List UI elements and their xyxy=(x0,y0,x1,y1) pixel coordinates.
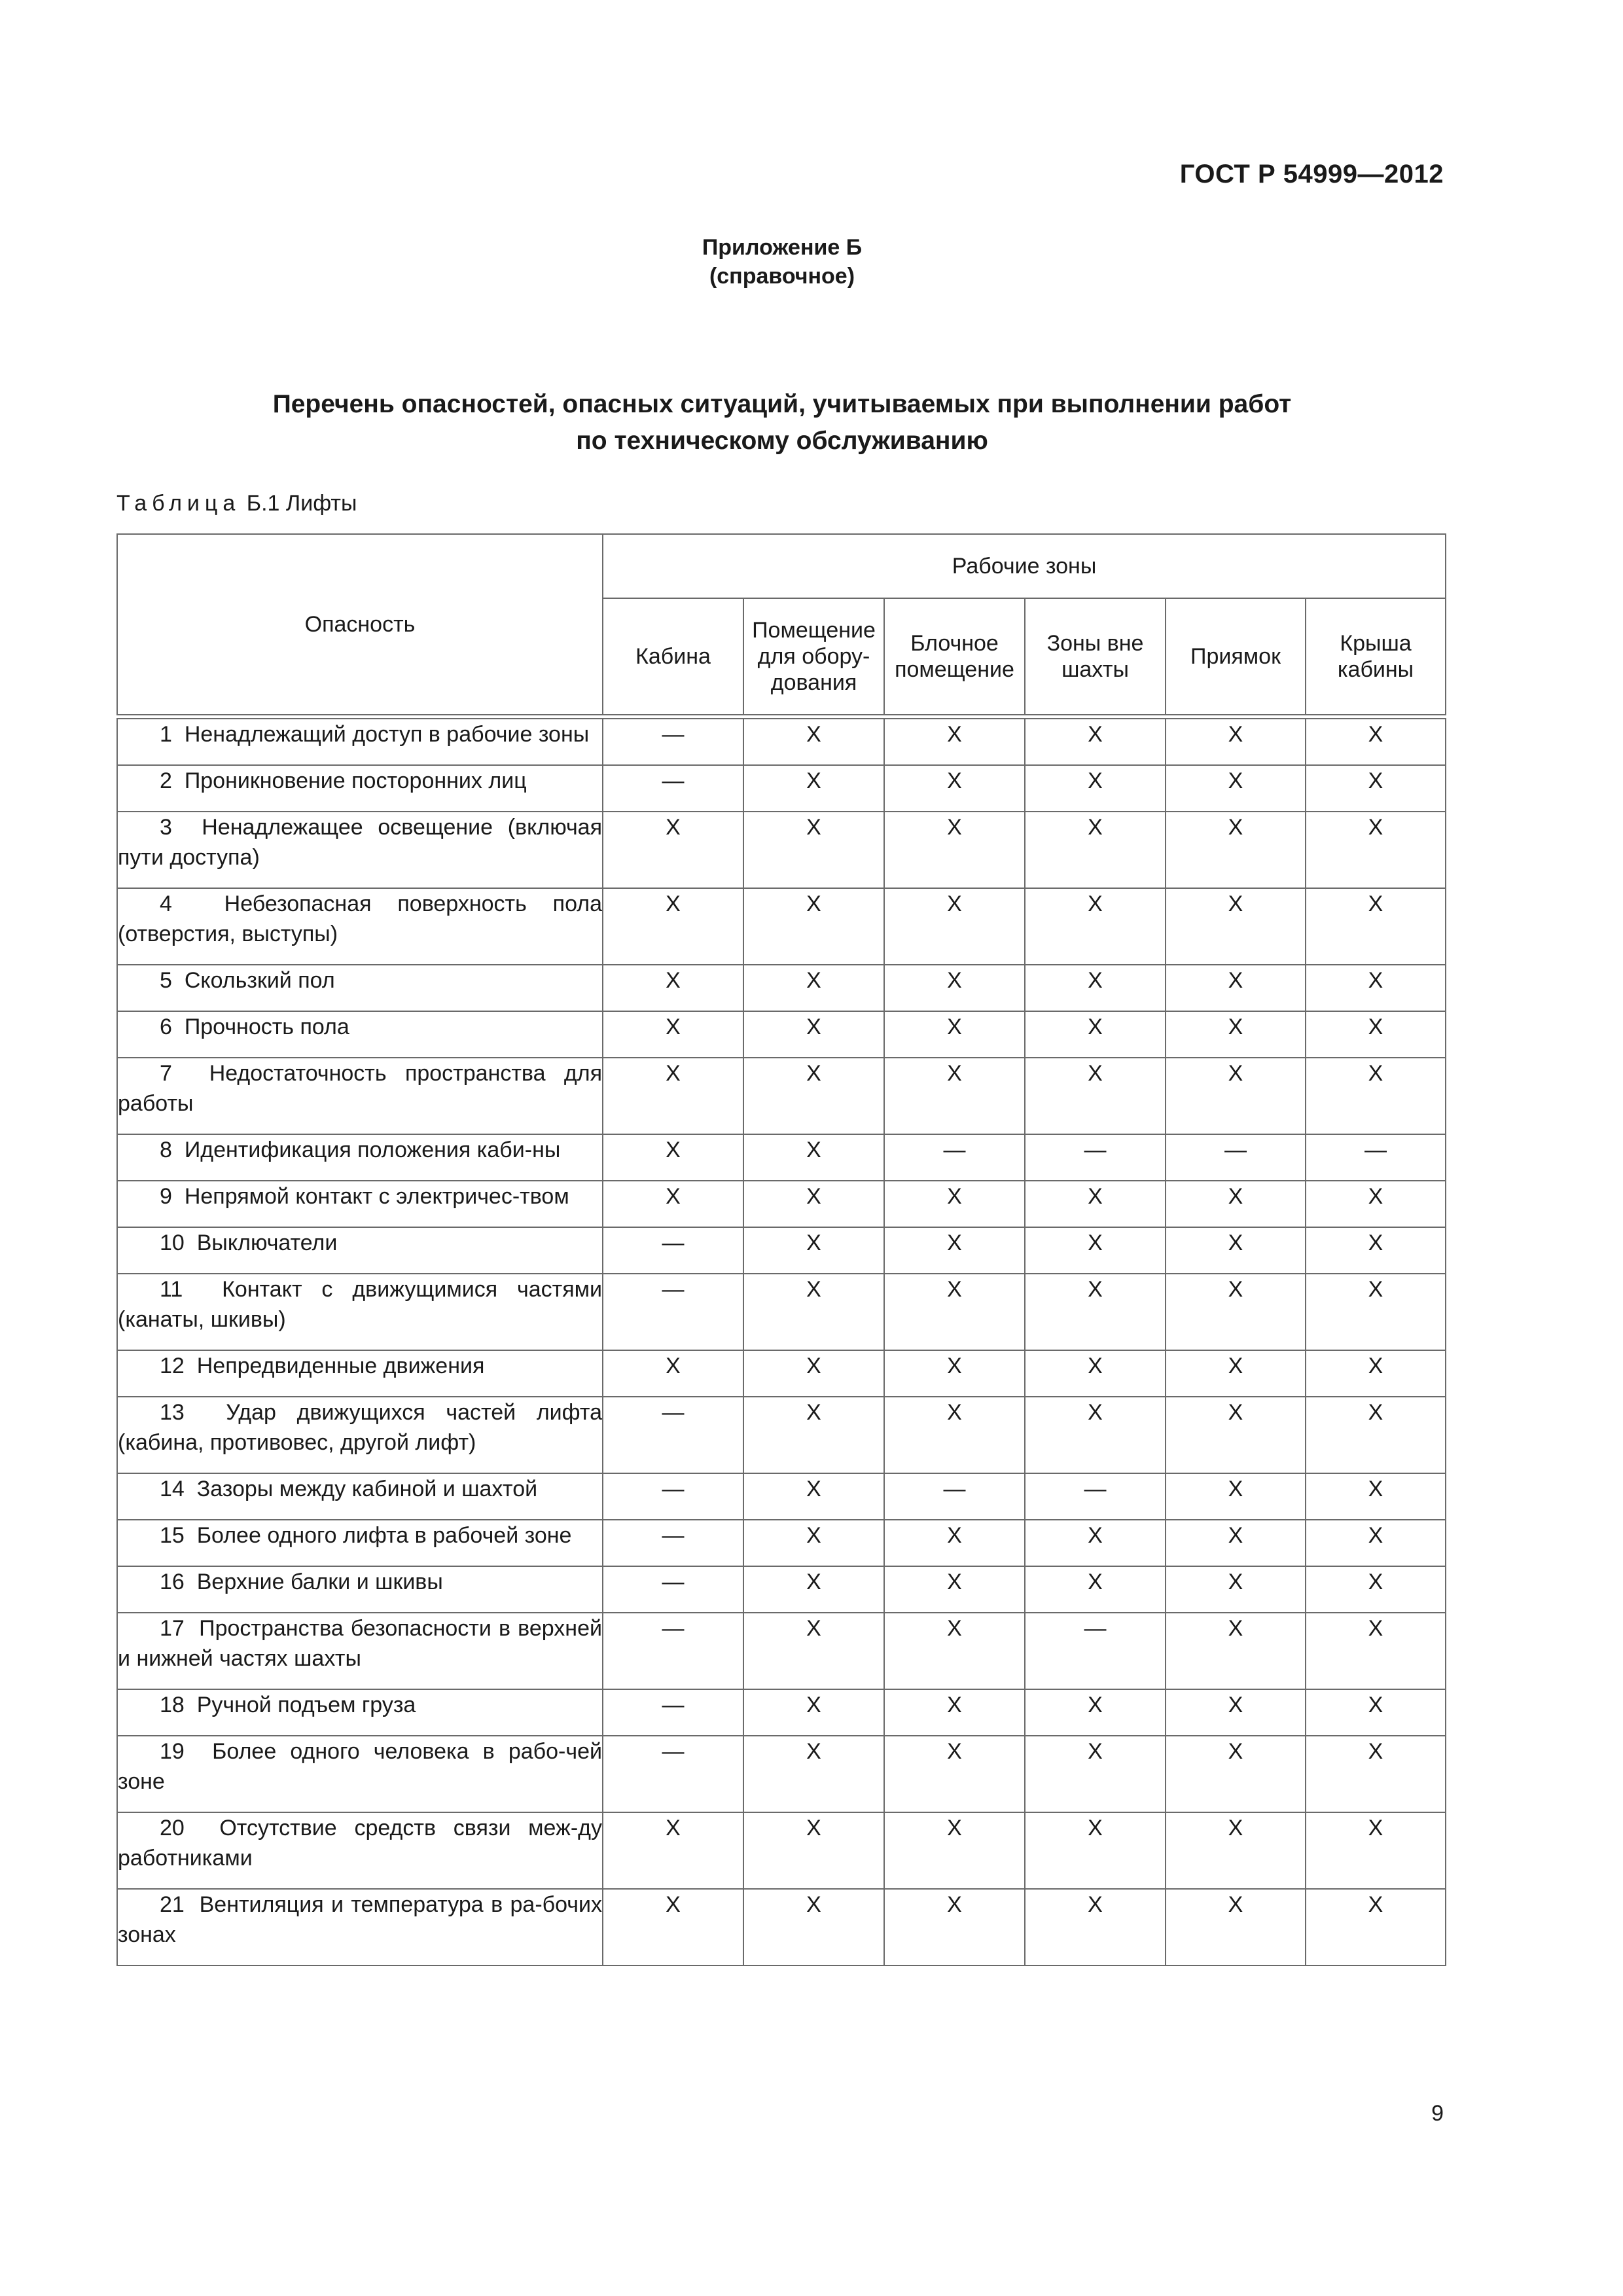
mark-cell-pulley-room: X xyxy=(884,1736,1025,1812)
mark-cell-cabin: — xyxy=(603,1736,743,1812)
mark-cell-pulley-room: X xyxy=(884,1566,1025,1613)
mark-cell-cabin-roof: X xyxy=(1306,1566,1446,1613)
mark-cell-outside-shaft: X xyxy=(1025,1812,1166,1889)
hazard-text: Более одного лифта в рабочей зоне xyxy=(196,1523,572,1548)
hazard-text: Вентиляция и температура в ра-бочих зонах xyxy=(118,1892,602,1947)
mark-cell-cabin: X xyxy=(603,1181,743,1227)
work-zones-header: Рабочие зоны xyxy=(603,534,1446,598)
mark-cell-cabin-roof: — xyxy=(1306,1134,1446,1181)
mark-cell-cabin: X xyxy=(603,1889,743,1965)
hazard-number: 14 xyxy=(160,1477,185,1501)
page-number: 9 xyxy=(1431,2101,1444,2126)
mark-cell-cabin-roof: X xyxy=(1306,1227,1446,1274)
table-row xyxy=(117,1274,1446,1350)
hazard-cell xyxy=(117,965,603,1011)
appendix-label: Приложение Б xyxy=(702,235,863,260)
mark-cell-cabin: — xyxy=(603,1613,743,1689)
mark-cell-cabin-roof: X xyxy=(1306,1011,1446,1058)
hazard-number: 20 xyxy=(160,1816,185,1840)
mark-cell-pulley-room: X xyxy=(884,1689,1025,1736)
mark-cell-cabin-roof: X xyxy=(1306,1736,1446,1812)
mark-cell-cabin-roof: X xyxy=(1306,1274,1446,1350)
table-row xyxy=(117,1689,1446,1736)
mark-cell-pulley-room: X xyxy=(884,965,1025,1011)
hazard-cell xyxy=(117,1058,603,1134)
mark-cell-cabin: — xyxy=(603,1274,743,1350)
mark-cell-cabin-roof: X xyxy=(1306,1473,1446,1520)
table-row xyxy=(117,1350,1446,1397)
mark-cell-pit: X xyxy=(1166,1011,1306,1058)
hazard-text: Непрямой контакт с электричес-твом xyxy=(184,1184,569,1209)
appendix-type: (справочное) xyxy=(709,264,855,289)
hazard-text: Выключатели xyxy=(196,1230,338,1255)
mark-cell-pit: X xyxy=(1166,1520,1306,1566)
mark-cell-outside-shaft: X xyxy=(1025,1520,1166,1566)
hazard-cell xyxy=(117,719,603,765)
zone-header-equipment-room: Помещение для обору-дования xyxy=(743,598,884,715)
hazard-text: Прочность пола xyxy=(184,1014,349,1039)
mark-cell-pit: X xyxy=(1166,1350,1306,1397)
mark-cell-cabin: X xyxy=(603,1812,743,1889)
hazard-text: Непредвиденные движения xyxy=(196,1354,485,1378)
table-row xyxy=(117,1011,1446,1058)
mark-cell-equipment-room: X xyxy=(743,1613,884,1689)
mark-cell-cabin-roof: X xyxy=(1306,1812,1446,1889)
mark-cell-pit: X xyxy=(1166,719,1306,765)
hazard-cell xyxy=(117,1689,603,1736)
mark-cell-outside-shaft: X xyxy=(1025,719,1166,765)
mark-cell-equipment-room: X xyxy=(743,1812,884,1889)
table-row xyxy=(117,1736,1446,1812)
hazard-number: 18 xyxy=(160,1693,185,1717)
mark-cell-cabin-roof: X xyxy=(1306,1613,1446,1689)
mark-cell-cabin-roof: X xyxy=(1306,719,1446,765)
mark-cell-cabin-roof: X xyxy=(1306,1397,1446,1473)
mark-cell-cabin-roof: X xyxy=(1306,888,1446,965)
mark-cell-pulley-room: X xyxy=(884,1181,1025,1227)
hazard-number: 9 xyxy=(160,1184,172,1209)
hazard-text: Недостаточность пространства для работы xyxy=(118,1061,602,1116)
mark-cell-cabin-roof: X xyxy=(1306,812,1446,888)
hazard-number: 13 xyxy=(160,1400,185,1425)
mark-cell-pulley-room: X xyxy=(884,1227,1025,1274)
hazard-cell xyxy=(117,1134,603,1181)
mark-cell-outside-shaft: — xyxy=(1025,1134,1166,1181)
hazard-number: 6 xyxy=(160,1014,172,1039)
hazard-cell xyxy=(117,1011,603,1058)
hazard-number: 10 xyxy=(160,1230,185,1255)
mark-cell-equipment-room: X xyxy=(743,1397,884,1473)
mark-cell-cabin: — xyxy=(603,1227,743,1274)
hazard-number: 17 xyxy=(160,1616,185,1641)
mark-cell-pit: X xyxy=(1166,1566,1306,1613)
hazard-cell xyxy=(117,812,603,888)
mark-cell-outside-shaft: X xyxy=(1025,1889,1166,1965)
mark-cell-outside-shaft: X xyxy=(1025,765,1166,812)
mark-cell-equipment-room: X xyxy=(743,1227,884,1274)
hazard-number: 8 xyxy=(160,1138,172,1162)
mark-cell-outside-shaft: — xyxy=(1025,1613,1166,1689)
mark-cell-pit: X xyxy=(1166,765,1306,812)
hazard-cell xyxy=(117,1812,603,1889)
mark-cell-equipment-room: X xyxy=(743,765,884,812)
mark-cell-pulley-room: X xyxy=(884,765,1025,812)
table-row xyxy=(117,1889,1446,1965)
hazard-text: Ненадлежащее освещение (включая пути доступа) xyxy=(118,815,602,870)
mark-cell-pit: X xyxy=(1166,1227,1306,1274)
mark-cell-cabin: — xyxy=(603,719,743,765)
zone-header-pit: Приямок xyxy=(1166,598,1306,715)
mark-cell-pit: X xyxy=(1166,1689,1306,1736)
mark-cell-equipment-room: X xyxy=(743,888,884,965)
hazard-cell xyxy=(117,1227,603,1274)
mark-cell-cabin-roof: X xyxy=(1306,765,1446,812)
mark-cell-outside-shaft: X xyxy=(1025,1181,1166,1227)
mark-cell-pulley-room: X xyxy=(884,1889,1025,1965)
document-title-line-2: по техническому обслуживанию xyxy=(576,427,988,455)
mark-cell-cabin: — xyxy=(603,1520,743,1566)
hazard-text: Ручной подъем груза xyxy=(196,1693,416,1717)
table-row xyxy=(117,888,1446,965)
zone-header-outside-shaft: Зоны вне шахты xyxy=(1025,598,1166,715)
table-caption xyxy=(116,491,357,516)
mark-cell-outside-shaft: X xyxy=(1025,1736,1166,1812)
mark-cell-pulley-room: X xyxy=(884,1520,1025,1566)
hazard-text: Более одного человека в рабо-чей зоне xyxy=(118,1739,602,1794)
mark-cell-pit: X xyxy=(1166,1058,1306,1134)
hazard-number: 4 xyxy=(160,891,172,916)
mark-cell-equipment-room: X xyxy=(743,1058,884,1134)
hazard-text: Верхние балки и шкивы xyxy=(196,1570,443,1594)
mark-cell-pulley-room: X xyxy=(884,1613,1025,1689)
mark-cell-pulley-room: X xyxy=(884,1397,1025,1473)
hazard-number: 3 xyxy=(160,815,172,840)
mark-cell-equipment-room: X xyxy=(743,1134,884,1181)
mark-cell-equipment-room: X xyxy=(743,812,884,888)
hazard-number: 7 xyxy=(160,1061,172,1086)
mark-cell-pit: X xyxy=(1166,812,1306,888)
mark-cell-pit: — xyxy=(1166,1134,1306,1181)
mark-cell-outside-shaft: X xyxy=(1025,1397,1166,1473)
mark-cell-equipment-room: X xyxy=(743,1473,884,1520)
mark-cell-equipment-room: X xyxy=(743,1566,884,1613)
mark-cell-equipment-room: X xyxy=(743,1011,884,1058)
mark-cell-pulley-room: X xyxy=(884,1812,1025,1889)
hazard-number: 16 xyxy=(160,1570,185,1594)
mark-cell-pulley-room: X xyxy=(884,1350,1025,1397)
mark-cell-equipment-room: X xyxy=(743,719,884,765)
hazard-text: Удар движущихся частей лифта (кабина, противовес, другой лифт) xyxy=(118,1400,602,1455)
hazard-cell xyxy=(117,1397,603,1473)
hazard-text: Зазоры между кабиной и шахтой xyxy=(196,1477,538,1501)
hazard-cell xyxy=(117,888,603,965)
mark-cell-pit: X xyxy=(1166,1397,1306,1473)
hazard-text: Ненадлежащий доступ в рабочие зоны xyxy=(184,722,590,747)
mark-cell-cabin: X xyxy=(603,965,743,1011)
table-row xyxy=(117,812,1446,888)
hazard-number: 2 xyxy=(160,768,172,793)
table-row xyxy=(117,1058,1446,1134)
hazard-cell xyxy=(117,1736,603,1812)
mark-cell-cabin-roof: X xyxy=(1306,1181,1446,1227)
mark-cell-equipment-room: X xyxy=(743,965,884,1011)
hazard-text: Проникновение посторонних лиц xyxy=(184,768,527,793)
mark-cell-pit: X xyxy=(1166,888,1306,965)
hazard-number: 12 xyxy=(160,1354,185,1378)
table-row xyxy=(117,1520,1446,1566)
mark-cell-equipment-room: X xyxy=(743,1889,884,1965)
hazard-text: Скользкий пол xyxy=(184,968,335,993)
mark-cell-pulley-room: X xyxy=(884,812,1025,888)
hazard-text: Отсутствие средств связи меж-ду работниками xyxy=(118,1816,602,1871)
mark-cell-pulley-room: X xyxy=(884,1011,1025,1058)
table-row xyxy=(117,1134,1446,1181)
hazard-number: 5 xyxy=(160,968,172,993)
mark-cell-pit: X xyxy=(1166,1736,1306,1812)
table-row xyxy=(117,1566,1446,1613)
mark-cell-equipment-room: X xyxy=(743,1181,884,1227)
mark-cell-outside-shaft: X xyxy=(1025,1274,1166,1350)
mark-cell-outside-shaft: X xyxy=(1025,1566,1166,1613)
hazard-number: 21 xyxy=(160,1892,185,1917)
hazard-number: 1 xyxy=(160,722,172,747)
mark-cell-pit: X xyxy=(1166,1274,1306,1350)
mark-cell-cabin-roof: X xyxy=(1306,965,1446,1011)
mark-cell-cabin-roof: X xyxy=(1306,1889,1446,1965)
mark-cell-equipment-room: X xyxy=(743,1689,884,1736)
hazard-cell xyxy=(117,1613,603,1689)
hazard-number: 15 xyxy=(160,1523,185,1548)
table-header xyxy=(117,534,1446,715)
mark-cell-cabin-roof: X xyxy=(1306,1350,1446,1397)
hazard-column-header: Опасность xyxy=(117,534,603,715)
mark-cell-equipment-room: X xyxy=(743,1736,884,1812)
hazard-cell xyxy=(117,1566,603,1613)
mark-cell-equipment-room: X xyxy=(743,1520,884,1566)
mark-cell-equipment-room: X xyxy=(743,1350,884,1397)
hazard-text: Небезопасная поверхность пола (отверстия, выступы) xyxy=(118,891,602,946)
table-caption-text: Лифты xyxy=(285,491,357,516)
mark-cell-cabin: — xyxy=(603,1566,743,1613)
hazard-text: Идентификация положения каби-ны xyxy=(184,1138,561,1162)
mark-cell-cabin: — xyxy=(603,1473,743,1520)
hazard-number: 19 xyxy=(160,1739,185,1764)
mark-cell-pulley-room: — xyxy=(884,1473,1025,1520)
table-row xyxy=(117,1227,1446,1274)
hazard-text: Пространства безопасности в верхней и нижней частях шахты xyxy=(118,1616,602,1671)
mark-cell-pit: X xyxy=(1166,1812,1306,1889)
table-row xyxy=(117,1397,1446,1473)
mark-cell-pit: X xyxy=(1166,965,1306,1011)
mark-cell-pulley-room: X xyxy=(884,1058,1025,1134)
mark-cell-cabin: X xyxy=(603,888,743,965)
table-caption-number: Б.1 xyxy=(246,491,280,516)
mark-cell-cabin-roof: X xyxy=(1306,1058,1446,1134)
mark-cell-cabin: — xyxy=(603,1689,743,1736)
hazard-number: 11 xyxy=(160,1277,183,1302)
mark-cell-pulley-room: — xyxy=(884,1134,1025,1181)
document-title-line-1: Перечень опасностей, опасных ситуаций, учитываемых при выполнении работ xyxy=(272,390,1292,418)
mark-cell-cabin: X xyxy=(603,812,743,888)
hazard-cell xyxy=(117,1520,603,1566)
hazard-cell xyxy=(117,765,603,812)
hazard-cell xyxy=(117,1181,603,1227)
hazard-cell xyxy=(117,1889,603,1965)
mark-cell-pit: X xyxy=(1166,1613,1306,1689)
mark-cell-outside-shaft: X xyxy=(1025,888,1166,965)
mark-cell-outside-shaft: — xyxy=(1025,1473,1166,1520)
table-body xyxy=(117,715,1446,1965)
table-row xyxy=(117,1473,1446,1520)
mark-cell-equipment-room: X xyxy=(743,1274,884,1350)
table-row xyxy=(117,965,1446,1011)
mark-cell-cabin-roof: X xyxy=(1306,1689,1446,1736)
mark-cell-pit: X xyxy=(1166,1473,1306,1520)
mark-cell-outside-shaft: X xyxy=(1025,965,1166,1011)
hazard-text: Контакт с движущимися частями (канаты, шкивы) xyxy=(118,1277,602,1332)
mark-cell-outside-shaft: X xyxy=(1025,1227,1166,1274)
mark-cell-pulley-room: X xyxy=(884,888,1025,965)
mark-cell-outside-shaft: X xyxy=(1025,812,1166,888)
table-row xyxy=(117,1181,1446,1227)
mark-cell-cabin: X xyxy=(603,1134,743,1181)
mark-cell-pulley-room: X xyxy=(884,719,1025,765)
mark-cell-cabin: X xyxy=(603,1350,743,1397)
mark-cell-cabin-roof: X xyxy=(1306,1520,1446,1566)
hazards-table xyxy=(116,533,1446,1966)
zone-header-cabin-roof: Крыша кабины xyxy=(1306,598,1446,715)
mark-cell-outside-shaft: X xyxy=(1025,1058,1166,1134)
table-row xyxy=(117,1613,1446,1689)
mark-cell-outside-shaft: X xyxy=(1025,1689,1166,1736)
hazard-cell xyxy=(117,1350,603,1397)
mark-cell-cabin: — xyxy=(603,1397,743,1473)
mark-cell-outside-shaft: X xyxy=(1025,1011,1166,1058)
table-row xyxy=(117,765,1446,812)
table-row xyxy=(117,719,1446,765)
mark-cell-pit: X xyxy=(1166,1889,1306,1965)
mark-cell-cabin: X xyxy=(603,1011,743,1058)
table-row xyxy=(117,1812,1446,1889)
standard-code: ГОСТ Р 54999—2012 xyxy=(1179,160,1444,188)
mark-cell-outside-shaft: X xyxy=(1025,1350,1166,1397)
zone-header-pulley-room: Блочное помещение xyxy=(884,598,1025,715)
zone-header-cabin: Кабина xyxy=(603,598,743,715)
mark-cell-cabin: — xyxy=(603,765,743,812)
mark-cell-pulley-room: X xyxy=(884,1274,1025,1350)
hazard-cell xyxy=(117,1274,603,1350)
table-caption-prefix: Таблица xyxy=(116,491,241,516)
mark-cell-cabin: X xyxy=(603,1058,743,1134)
mark-cell-pit: X xyxy=(1166,1181,1306,1227)
hazard-cell xyxy=(117,1473,603,1520)
